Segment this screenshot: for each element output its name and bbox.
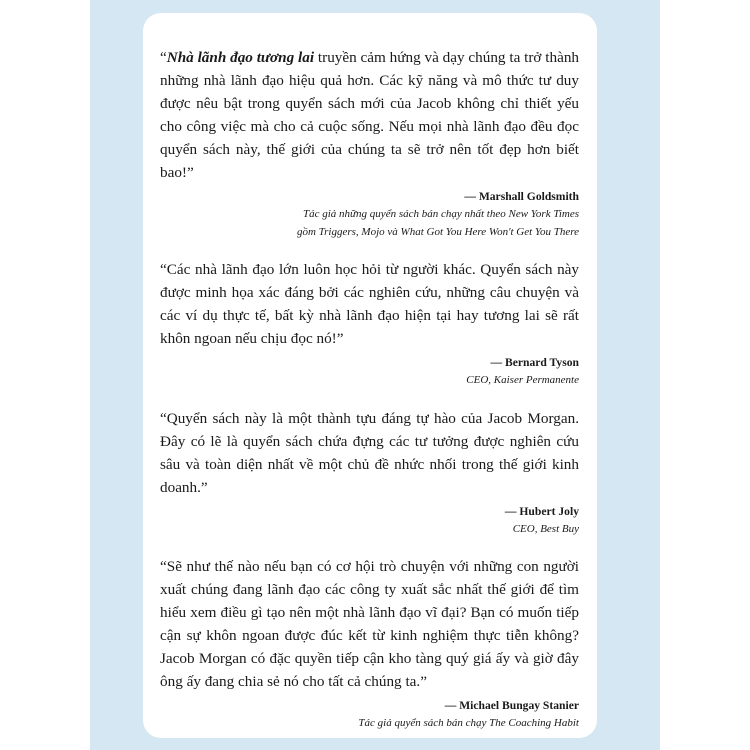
testimonial-tyson xyxy=(160,258,579,389)
testimonial-quote: “Sẽ như thế nào nếu bạn có cơ hội trò chuyện với những con người xuất chúng đang lãnh đạo các công ty xuất sắc nhất thế giới để tìm hiểu xem điều gì tạo nên một nhà lãnh đạo vĩ đại? Bạn có muốn tiếp cận sự khôn ngoan được đúc kết từ kinh nghiệm thực tiễn không? Jacob Morgan có đặc quyền tiếp cận kho tàng quý giá ấy và giờ đây ông ấy đang chia sẻ nó cho tất cả chúng ta.” xyxy=(160,558,579,690)
book-page xyxy=(143,13,597,738)
testimonial-role-line: Tác giả những quyển sách bán chạy nhất theo New York Times xyxy=(303,208,579,220)
testimonial-author: — Hubert Joly xyxy=(504,505,579,518)
testimonial-author: — Marshall Goldsmith xyxy=(464,190,579,203)
book-title-emphasis: Nhà lãnh đạo tương lai xyxy=(166,49,315,66)
testimonial-role-line: CEO, Best Buy xyxy=(512,523,579,535)
quote-body: truyền cảm hứng và dạy chúng ta trở thành những nhà lãnh đạo hiệu quả hơn. Các kỹ năng và mô thức tư duy được nêu bật trong quyển sách mới của Jacob không chỉ thiết yếu cho công việc mà cho cả cuộc sống. Nếu mọi nhà lãnh đạo đều đọc quyển sách này, thế giới của chúng ta sẽ trở nên tốt đẹp hơn biết bao!” xyxy=(160,49,580,181)
testimonial-joly xyxy=(160,407,579,538)
testimonial-quote: “Quyển sách này là một thành tựu đáng tự hào của Jacob Morgan. Đây có lẽ là quyển sách chứa đựng các tư tưởng được nghiên cứu sâu và toàn diện nhất về một chủ đề nhức nhối trong thế giới kinh doanh.” xyxy=(160,410,579,496)
testimonial-goldsmith xyxy=(160,46,579,241)
testimonial-author: — Bernard Tyson xyxy=(490,356,579,369)
testimonial-quote: “Các nhà lãnh đạo lớn luôn học hỏi từ người khác. Quyển sách này được minh họa xác đáng bởi các nghiên cứu, những câu chuyện và các ví dụ thực tế, bất kỳ nhà lãnh đạo hiện tại hay tương lai sẽ rất khôn ngoan nếu chịu đọc nó!” xyxy=(160,261,579,347)
testimonial-role-line: Tác giả quyển sách bán chạy The Coaching Habit xyxy=(358,717,579,729)
testimonial-role-line: gồm Triggers, Mojo và What Got You Here Won't Get You There xyxy=(296,226,579,238)
testimonial-author: — Michael Bungay Stanier xyxy=(444,699,579,712)
testimonial-role-line: CEO, Kaiser Permanente xyxy=(466,374,579,386)
quote-open-mark: “ xyxy=(160,49,167,66)
testimonial-quote xyxy=(160,46,579,184)
testimonial-stanier xyxy=(160,555,579,732)
